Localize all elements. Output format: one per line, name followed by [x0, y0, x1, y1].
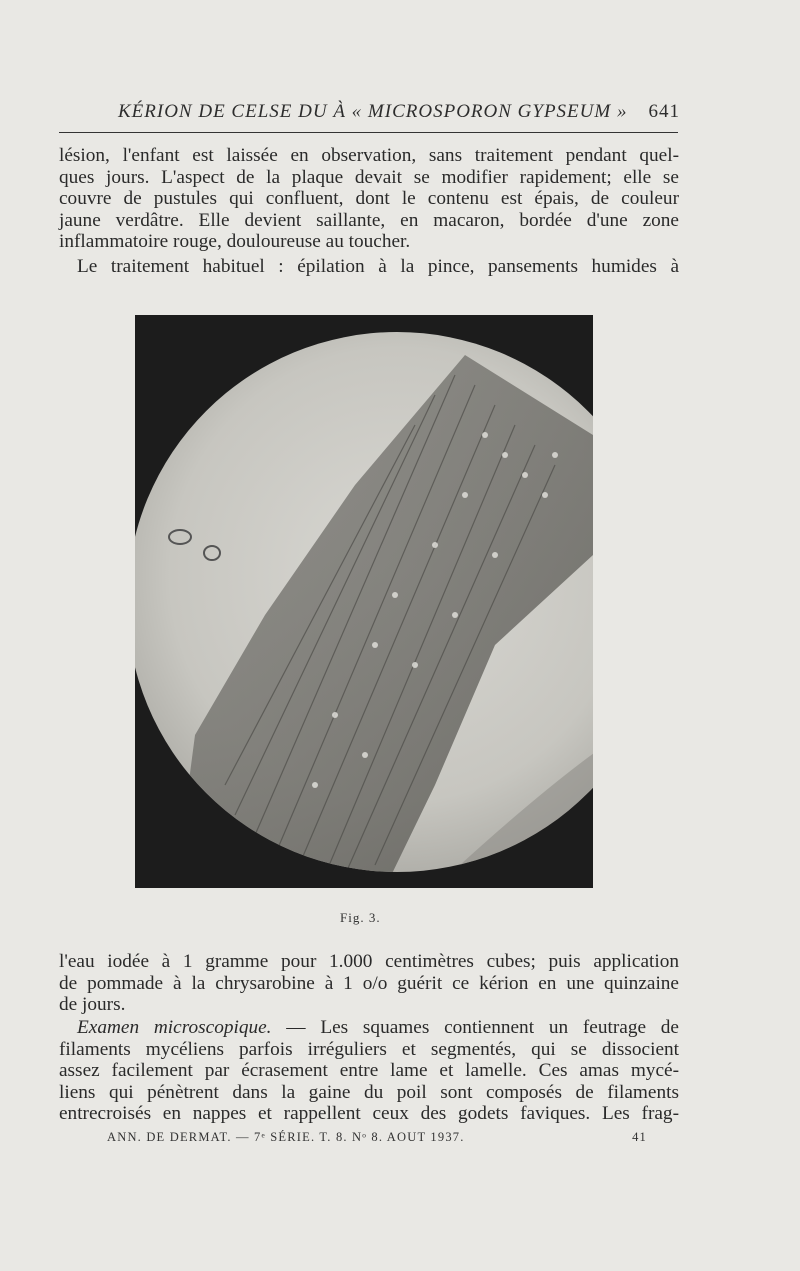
page-footer — [107, 1130, 647, 1145]
micrograph-image — [135, 315, 593, 888]
header-rule — [59, 132, 678, 133]
text-line: jaune verdâtre. Elle devient saillante, en macaron, bordée d'une zone — [59, 209, 679, 231]
text-line: l'eau iodée à 1 gramme pour 1.000 centimètres cubes; puis application — [59, 951, 679, 972]
text-line: ques jours. L'aspect de la plaque devait se modifier rapidement; elle se — [59, 166, 679, 188]
running-title: KÉRION DE CELSE DU À « MICROSPORON GYPSEUM » — [118, 101, 628, 122]
text-line: filaments mycéliens parfois irréguliers et segmentés, qui se dissocient — [59, 1038, 679, 1060]
text-line — [59, 1017, 679, 1039]
journal-citation: ANN. DE DERMAT. — 7ᵉ SÉRIE. T. 8. Nᵒ 8. AOUT 1937. — [107, 1130, 465, 1144]
figure-caption: Fig. 3. — [340, 910, 381, 925]
paragraph-treatment — [59, 256, 679, 278]
text-line: de jours. — [59, 994, 126, 1016]
text-line: Le traitement habituel : épilation à la pince, pansements humides à — [77, 256, 679, 277]
text-fragment: — Les squames contiennent un feutrage de — [271, 1017, 679, 1038]
section-lead: Examen microscopique. — [77, 1017, 272, 1038]
text-line: couvre de pustules qui confluent, dont le contenu est épais, de couleur — [59, 188, 679, 210]
text-line: assez facilement par écrasement entre lame et lamelle. Ces amas mycé- — [59, 1060, 679, 1082]
text-line: lésion, l'enfant est laissée en observation, sans traitement pendant quel- — [59, 145, 679, 166]
paragraph-microscopic-exam — [59, 1017, 679, 1125]
text-line: entrecroisés en nappes et rappellent ceux des godets faviques. Les frag- — [59, 1103, 679, 1125]
running-header — [60, 101, 680, 127]
text-line: inflammatoire rouge, douloureuse au toucher. — [59, 231, 411, 253]
micrograph-figure — [135, 315, 593, 888]
paragraph-lesion — [59, 145, 679, 253]
signature-mark: 41 — [632, 1130, 647, 1144]
text-line: de pommade à la chrysarobine à 1 o/o guérit ce kérion en une quinzaine — [59, 972, 679, 994]
paragraph-after-figure — [59, 951, 679, 1016]
page-number: 641 — [648, 101, 680, 122]
text-line: liens qui pénètrent dans la gaine du poil sont composés de filaments — [59, 1081, 679, 1103]
